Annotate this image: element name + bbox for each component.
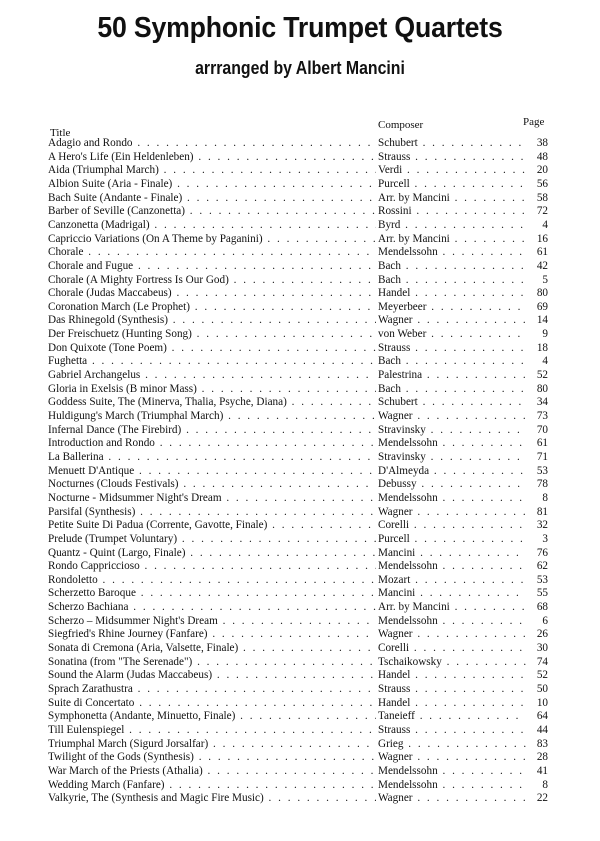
entry-composer: D'Almeyda . . . xyxy=(378,465,538,479)
entry-title: A Hero's Life (Ein Heldenleben) . . . xyxy=(48,151,376,165)
entry-composer: Tschaikowsky . . . xyxy=(378,656,538,670)
composer-column-header: Composer xyxy=(378,119,424,131)
entry-title: Twilight of the Gods (Synthesis) . . . xyxy=(48,751,376,765)
entry-page-number: 38 xyxy=(526,137,548,151)
entry-composer: Mancini . . . xyxy=(378,587,538,601)
entry-page-number: 74 xyxy=(526,656,548,670)
entry-title: Triumphal March (Sigurd Jorsalfar) . . . xyxy=(48,738,376,752)
entry-composer: Schubert . . . xyxy=(378,137,538,151)
entry-composer: Purcell . . . xyxy=(378,178,538,192)
list-item xyxy=(48,424,548,438)
entry-title: Sonatina (from "The Serenade") . . . xyxy=(48,656,376,670)
entry-page-number: 53 xyxy=(526,465,548,479)
entry-page-number: 83 xyxy=(526,738,548,752)
entry-page-number: 18 xyxy=(526,342,548,356)
entry-page-number: 55 xyxy=(526,587,548,601)
entry-page-number: 14 xyxy=(526,314,548,328)
entry-title: Valkyrie, The (Synthesis and Magic Fire Music) . . . xyxy=(48,792,376,806)
entry-page-number: 52 xyxy=(526,669,548,683)
entry-composer: Strauss . . . xyxy=(378,683,538,697)
entry-composer: Debussy . . . xyxy=(378,478,538,492)
entry-title: Petite Suite Di Padua (Corrente, Gavotte, Finale) . . . xyxy=(48,519,376,533)
entry-page-number: 72 xyxy=(526,205,548,219)
entry-composer: Wagner . . . xyxy=(378,506,538,520)
entry-title: Sonata di Cremona (Aria, Valsette, Finale) . . . xyxy=(48,642,376,656)
entry-composer: Arr. by Mancini . . . xyxy=(378,192,538,206)
list-item xyxy=(48,355,548,369)
entry-page-number: 68 xyxy=(526,601,548,615)
list-item xyxy=(48,246,548,260)
entry-title: Nocturnes (Clouds Festivals) . . . xyxy=(48,478,376,492)
entry-title: Menuett D'Antique . . . xyxy=(48,465,376,479)
entry-page-number: 81 xyxy=(526,506,548,520)
entry-title: Introduction and Rondo . . . xyxy=(48,437,376,451)
entry-title: Fughetta . . . xyxy=(48,355,376,369)
entry-composer: Palestrina . . . xyxy=(378,369,538,383)
entry-title: Bach Suite (Andante - Finale) . . . xyxy=(48,192,376,206)
entry-title: Capriccio Variations (On A Theme by Paganini) . . . xyxy=(48,233,376,247)
list-item xyxy=(48,738,548,752)
entry-title: Wedding March (Fanfare) . . . xyxy=(48,779,376,793)
entry-page-number: 62 xyxy=(526,560,548,574)
entry-page-number: 42 xyxy=(526,260,548,274)
list-item xyxy=(48,724,548,738)
list-item xyxy=(48,765,548,779)
entry-composer: Mancini . . . xyxy=(378,547,538,561)
entry-composer: Mendelssohn . . . xyxy=(378,437,538,451)
list-item xyxy=(48,506,548,520)
entry-title: Scherzetto Baroque . . . xyxy=(48,587,376,601)
entry-composer: Handel . . . xyxy=(378,697,538,711)
entry-title: Gloria in Exelsis (B minor Mass) . . . xyxy=(48,383,376,397)
entry-title: Canzonetta (Madrigal) . . . xyxy=(48,219,376,233)
list-item xyxy=(48,287,548,301)
list-item xyxy=(48,314,548,328)
list-item xyxy=(48,301,548,315)
entry-composer: Stravinsky . . . xyxy=(378,451,538,465)
entry-composer: Taneieff . . . xyxy=(378,710,538,724)
list-item xyxy=(48,574,548,588)
entry-composer: Grieg . . . xyxy=(378,738,538,752)
title-column-header: Title xyxy=(50,127,71,139)
entry-composer: Stravinsky . . . xyxy=(378,424,538,438)
entry-composer: Mendelssohn . . . xyxy=(378,765,538,779)
page-subtitle: arrranged by Albert Mancini xyxy=(195,58,405,78)
entry-title: Sprach Zarathustra . . . xyxy=(48,683,376,697)
entry-page-number: 50 xyxy=(526,683,548,697)
entry-page-number: 34 xyxy=(526,396,548,410)
entry-page-number: 22 xyxy=(526,792,548,806)
list-item xyxy=(48,601,548,615)
entry-page-number: 6 xyxy=(526,615,548,629)
list-item xyxy=(48,547,548,561)
entry-title: Der Freischuetz (Hunting Song) . . . xyxy=(48,328,376,342)
entry-title: War March of the Priests (Athalia) . . . xyxy=(48,765,376,779)
list-item xyxy=(48,656,548,670)
entry-page-number: 44 xyxy=(526,724,548,738)
list-item xyxy=(48,151,548,165)
entry-title: Rondo Cappriccioso . . . xyxy=(48,560,376,574)
entry-composer: Purcell . . . xyxy=(378,533,538,547)
entry-composer: Verdi . . . xyxy=(378,164,538,178)
entry-page-number: 61 xyxy=(526,246,548,260)
entry-composer: Meyerbeer . . . xyxy=(378,301,538,315)
list-item xyxy=(48,164,548,178)
entry-page-number: 20 xyxy=(526,164,548,178)
list-item xyxy=(48,628,548,642)
entry-title: Chorale (Judas Maccabeus) . . . xyxy=(48,287,376,301)
list-item xyxy=(48,410,548,424)
list-item xyxy=(48,219,548,233)
list-item xyxy=(48,478,548,492)
list-item xyxy=(48,260,548,274)
entry-composer: Mozart . . . xyxy=(378,574,538,588)
entry-page-number: 10 xyxy=(526,697,548,711)
entry-page-number: 80 xyxy=(526,287,548,301)
entry-composer: Mendelssohn . . . xyxy=(378,492,538,506)
entry-composer: Bach . . . xyxy=(378,260,538,274)
entry-composer: Rossini . . . xyxy=(378,205,538,219)
entry-page-number: 4 xyxy=(526,355,548,369)
list-item xyxy=(48,342,548,356)
entry-page-number: 53 xyxy=(526,574,548,588)
entry-composer: Wagner . . . xyxy=(378,628,538,642)
entry-page-number: 70 xyxy=(526,424,548,438)
entry-composer: Bach . . . xyxy=(378,355,538,369)
entry-page-number: 16 xyxy=(526,233,548,247)
entry-page-number: 48 xyxy=(526,151,548,165)
entry-page-number: 56 xyxy=(526,178,548,192)
list-item xyxy=(48,396,548,410)
entry-composer: Byrd . . . xyxy=(378,219,538,233)
entry-title: Rondoletto . . . xyxy=(48,574,376,588)
entry-title: Goddess Suite, The (Minerva, Thalia, Psyche, Diana) . . . xyxy=(48,396,376,410)
entry-composer: Corelli . . . xyxy=(378,519,538,533)
entry-title: Don Quixote (Tone Poem) . . . xyxy=(48,342,376,356)
entry-composer: Bach . . . xyxy=(378,383,538,397)
page-title: 50 Symphonic Trumpet Quartets xyxy=(97,12,503,44)
entry-composer: Bach . . . xyxy=(378,274,538,288)
entry-composer: Arr. by Mancini . . . xyxy=(378,233,538,247)
entry-page-number: 58 xyxy=(526,192,548,206)
entry-composer: Strauss . . . xyxy=(378,342,538,356)
entry-page-number: 52 xyxy=(526,369,548,383)
entry-page-number: 76 xyxy=(526,547,548,561)
list-item xyxy=(48,751,548,765)
entry-title: Chorale and Fugue . . . xyxy=(48,260,376,274)
entry-title: Suite di Concertato . . . xyxy=(48,697,376,711)
entry-composer: Mendelssohn . . . xyxy=(378,560,538,574)
entry-title: La Ballerina . . . xyxy=(48,451,376,465)
entry-page-number: 28 xyxy=(526,751,548,765)
entry-title: Adagio and Rondo . . . xyxy=(48,137,376,151)
entry-composer: Corelli . . . xyxy=(378,642,538,656)
entry-title: Scherzo Bachiana . . . xyxy=(48,601,376,615)
entry-page-number: 26 xyxy=(526,628,548,642)
list-item xyxy=(48,451,548,465)
list-item xyxy=(48,779,548,793)
entry-composer: Wagner . . . xyxy=(378,410,538,424)
entry-page-number: 61 xyxy=(526,437,548,451)
list-item xyxy=(48,137,548,151)
entry-composer: Strauss . . . xyxy=(378,151,538,165)
entry-composer: Arr. by Mancini . . . xyxy=(378,601,538,615)
list-item xyxy=(48,492,548,506)
list-item xyxy=(48,710,548,724)
entry-page-number: 78 xyxy=(526,478,548,492)
list-item xyxy=(48,683,548,697)
list-item xyxy=(48,205,548,219)
entry-page-number: 4 xyxy=(526,219,548,233)
list-item xyxy=(48,192,548,206)
entry-page-number: 71 xyxy=(526,451,548,465)
list-item xyxy=(48,233,548,247)
list-item xyxy=(48,560,548,574)
entry-page-number: 69 xyxy=(526,301,548,315)
list-item xyxy=(48,533,548,547)
entry-title: Prelude (Trumpet Voluntary) . . . xyxy=(48,533,376,547)
entry-title: Siegfried's Rhine Journey (Fanfare) . . . xyxy=(48,628,376,642)
list-item xyxy=(48,369,548,383)
list-item xyxy=(48,642,548,656)
entry-composer: Handel . . . xyxy=(378,287,538,301)
entry-page-number: 5 xyxy=(526,274,548,288)
entry-page-number: 73 xyxy=(526,410,548,424)
entry-title: Albion Suite (Aria - Finale) . . . xyxy=(48,178,376,192)
list-item xyxy=(48,669,548,683)
entry-page-number: 30 xyxy=(526,642,548,656)
entry-composer: Mendelssohn . . . xyxy=(378,779,538,793)
entry-title: Scherzo – Midsummer Night's Dream . . . xyxy=(48,615,376,629)
entry-page-number: 8 xyxy=(526,492,548,506)
entry-composer: von Weber . . . xyxy=(378,328,538,342)
list-item xyxy=(48,615,548,629)
entry-composer: Mendelssohn . . . xyxy=(378,246,538,260)
entry-page-number: 8 xyxy=(526,779,548,793)
list-item xyxy=(48,587,548,601)
entry-page-number: 9 xyxy=(526,328,548,342)
page-column-header: Page xyxy=(523,116,545,128)
list-item xyxy=(48,792,548,806)
entry-title: Infernal Dance (The Firebird) . . . xyxy=(48,424,376,438)
entry-title: Das Rhinegold (Synthesis) . . . xyxy=(48,314,376,328)
entry-title: Symphonetta (Andante, Minuetto, Finale) . . . xyxy=(48,710,376,724)
entry-title: Nocturne - Midsummer Night's Dream . . . xyxy=(48,492,376,506)
entry-title: Barber of Seville (Canzonetta) . . . xyxy=(48,205,376,219)
list-item xyxy=(48,274,548,288)
entry-composer: Handel . . . xyxy=(378,669,538,683)
entry-composer: Wagner . . . xyxy=(378,751,538,765)
list-item xyxy=(48,697,548,711)
entry-page-number: 41 xyxy=(526,765,548,779)
entry-title: Huldigung's March (Triumphal March) . . . xyxy=(48,410,376,424)
entry-page-number: 3 xyxy=(526,533,548,547)
entry-composer: Schubert . . . xyxy=(378,396,538,410)
entry-composer: Strauss . . . xyxy=(378,724,538,738)
list-item xyxy=(48,328,548,342)
entry-title: Aida (Triumphal March) . . . xyxy=(48,164,376,178)
entry-composer: Wagner . . . xyxy=(378,314,538,328)
entry-title: Gabriel Archangelus . . . xyxy=(48,369,376,383)
entry-title: Quantz - Quint (Largo, Finale) . . . xyxy=(48,547,376,561)
list-item xyxy=(48,437,548,451)
list-item xyxy=(48,383,548,397)
entry-title: Parsifal (Synthesis) . . . xyxy=(48,506,376,520)
entry-title: Coronation March (Le Prophet) . . . xyxy=(48,301,376,315)
entry-page-number: 64 xyxy=(526,710,548,724)
entry-composer: Wagner . . . xyxy=(378,792,538,806)
entry-title: Chorale . . . xyxy=(48,246,376,260)
entry-title: Till Eulenspiegel . . . xyxy=(48,724,376,738)
entry-page-number: 32 xyxy=(526,519,548,533)
entry-title: Chorale (A Mighty Fortress Is Our God) . . . xyxy=(48,274,376,288)
list-item xyxy=(48,519,548,533)
entry-title: Sound the Alarm (Judas Maccabeus) . . . xyxy=(48,669,376,683)
list-item xyxy=(48,178,548,192)
entry-page-number: 80 xyxy=(526,383,548,397)
list-item xyxy=(48,465,548,479)
entry-composer: Mendelssohn . . . xyxy=(378,615,538,629)
